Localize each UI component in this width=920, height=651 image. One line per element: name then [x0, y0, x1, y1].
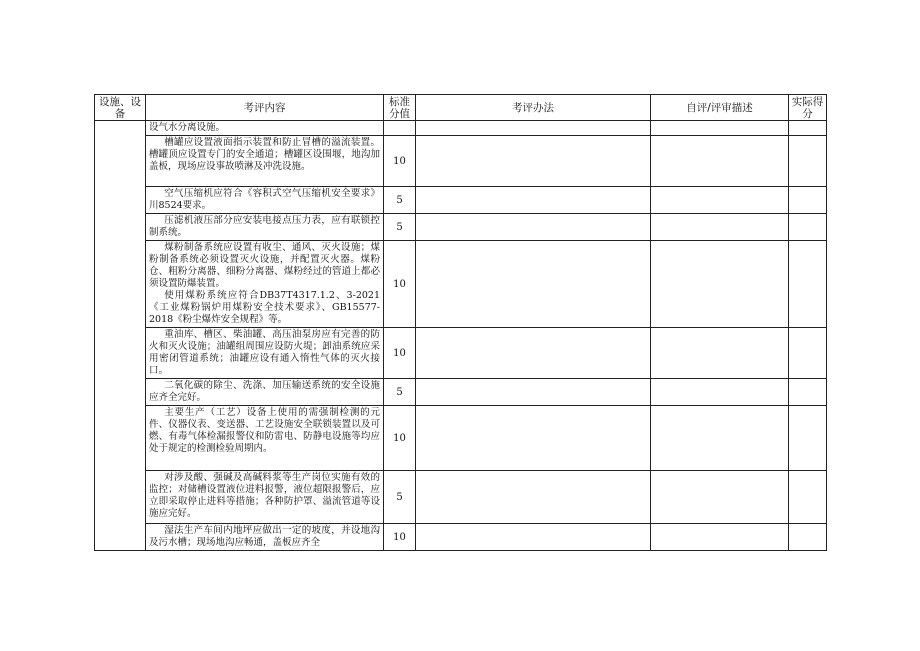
- table-row: [95, 379, 827, 406]
- content-paragraph: 重油库、槽区、柴油罐、高压油泵房应有完善的防火和灭火设施；油罐组周围应设防火堤；卸油系统应采用密闭管道系统；油罐应设有通入惰性气体的灭火接口。: [149, 329, 380, 376]
- header-self-review: 自评/评审描述: [651, 95, 789, 121]
- method-cell[interactable]: [416, 214, 651, 241]
- table-header-row: [95, 95, 827, 121]
- table-row: [95, 406, 827, 471]
- method-cell[interactable]: [416, 524, 651, 551]
- self-review-cell[interactable]: [651, 187, 789, 214]
- evaluation-table: [94, 94, 827, 551]
- header-standard-score: 标准分值: [384, 95, 416, 121]
- actual-score-cell[interactable]: [789, 524, 827, 551]
- content-paragraph: 设气水分离设施。: [149, 122, 226, 133]
- content-cell: [146, 471, 384, 524]
- method-cell[interactable]: [416, 471, 651, 524]
- table-row: [95, 136, 827, 187]
- content-cell: [146, 406, 384, 471]
- self-review-cell[interactable]: [651, 214, 789, 241]
- table-row: [95, 214, 827, 241]
- standard-score-cell: 10: [384, 524, 416, 551]
- header-content: 考评内容: [146, 95, 384, 121]
- method-cell[interactable]: [416, 136, 651, 187]
- content-cell: [146, 187, 384, 214]
- method-cell[interactable]: [416, 241, 651, 328]
- method-cell[interactable]: [416, 121, 651, 136]
- method-cell[interactable]: [416, 406, 651, 471]
- table-row: [95, 328, 827, 379]
- standard-score-cell: 5: [384, 471, 416, 524]
- header-category: 设施、设备: [95, 95, 146, 121]
- method-cell[interactable]: [416, 379, 651, 406]
- header-actual-score: 实际得分: [789, 95, 827, 121]
- method-cell[interactable]: [416, 328, 651, 379]
- actual-score-cell[interactable]: [789, 241, 827, 328]
- actual-score-cell[interactable]: [789, 471, 827, 524]
- standard-score-cell: [384, 121, 416, 136]
- self-review-cell[interactable]: [651, 406, 789, 471]
- category-cell: [95, 121, 146, 551]
- actual-score-cell[interactable]: [789, 406, 827, 471]
- content-cell: [146, 121, 384, 136]
- actual-score-cell[interactable]: [789, 121, 827, 136]
- standard-score-cell: 5: [384, 214, 416, 241]
- content-paragraph: 使用煤粉系统应符合DB37T4317.1.2、3-2021《工业煤粉锅炉用煤粉安全技术要求》、GB15577-2018《粉尘爆炸安全规程》等。: [149, 290, 380, 325]
- actual-score-cell[interactable]: [789, 136, 827, 187]
- standard-score-cell: 5: [384, 379, 416, 406]
- content-paragraph: 湿法生产车间内地坪应做出一定的坡度，并设地沟及污水槽；现场地沟应畅通，盖板应齐全: [149, 525, 380, 548]
- table-row: [95, 524, 827, 551]
- content-cell: [146, 524, 384, 551]
- actual-score-cell[interactable]: [789, 187, 827, 214]
- self-review-cell[interactable]: [651, 328, 789, 379]
- content-paragraph: 煤粉制备系统应设置有收尘、通风、灭火设施；煤粉制备系统必须设置灭火设施，并配置灭火器。煤粉仓、粗粉分离器、细粉分离器、煤粉经过的管道上都必须设置防爆装置。: [149, 242, 380, 289]
- standard-score-cell: 10: [384, 406, 416, 471]
- table-row: [95, 187, 827, 214]
- content-cell: [146, 328, 384, 379]
- self-review-cell[interactable]: [651, 241, 789, 328]
- content-cell: [146, 214, 384, 241]
- standard-score-cell: 10: [384, 241, 416, 328]
- method-cell[interactable]: [416, 187, 651, 214]
- content-paragraph: 压滤机液压部分应安装电接点压力表，应有联锁控制系统。: [149, 215, 380, 238]
- content-cell: [146, 241, 384, 328]
- table-row: [95, 241, 827, 328]
- self-review-cell[interactable]: [651, 121, 789, 136]
- self-review-cell[interactable]: [651, 379, 789, 406]
- self-review-cell[interactable]: [651, 524, 789, 551]
- self-review-cell[interactable]: [651, 471, 789, 524]
- content-paragraph: 对涉及酸、强碱及高碱料浆等生产岗位实施有效的监控；对储槽设置液位进料报警，液位超限报警后，应立即采取停止进料等措施；各种防护罩、溢流管道等设施应完好。: [149, 472, 380, 519]
- table-row: [95, 471, 827, 524]
- header-method: 考评办法: [416, 95, 651, 121]
- content-paragraph: 主要生产（工艺）设备上使用的需强制检测的元件、仪器仪表、变送器、工艺设施安全联锁装置以及可燃、有毒气体检漏报警仪和防雷电、防静电设施等均应处于规定的检测检验周期内。: [149, 407, 380, 454]
- content-cell: [146, 136, 384, 187]
- actual-score-cell[interactable]: [789, 379, 827, 406]
- content-paragraph: 空气压缩机应符合《容积式空气压缩机安全要求》川8524要求。: [149, 188, 380, 211]
- standard-score-cell: 10: [384, 136, 416, 187]
- standard-score-cell: 10: [384, 328, 416, 379]
- content-paragraph: 槽罐应设置液面指示装置和防止冒槽的溢流装置。槽罐顶应设置专门的安全通道；槽罐区设围堰，地沟加盖板，现场应设事故喷淋及冲洗设施。: [149, 137, 380, 172]
- actual-score-cell[interactable]: [789, 328, 827, 379]
- evaluation-sheet: [94, 94, 826, 551]
- standard-score-cell: 5: [384, 187, 416, 214]
- content-paragraph: 二氧化碳的除尘、洗涤、加压输送系统的安全设施应齐全完好。: [149, 380, 380, 403]
- actual-score-cell[interactable]: [789, 214, 827, 241]
- table-row: [95, 121, 827, 136]
- self-review-cell[interactable]: [651, 136, 789, 187]
- content-cell: [146, 379, 384, 406]
